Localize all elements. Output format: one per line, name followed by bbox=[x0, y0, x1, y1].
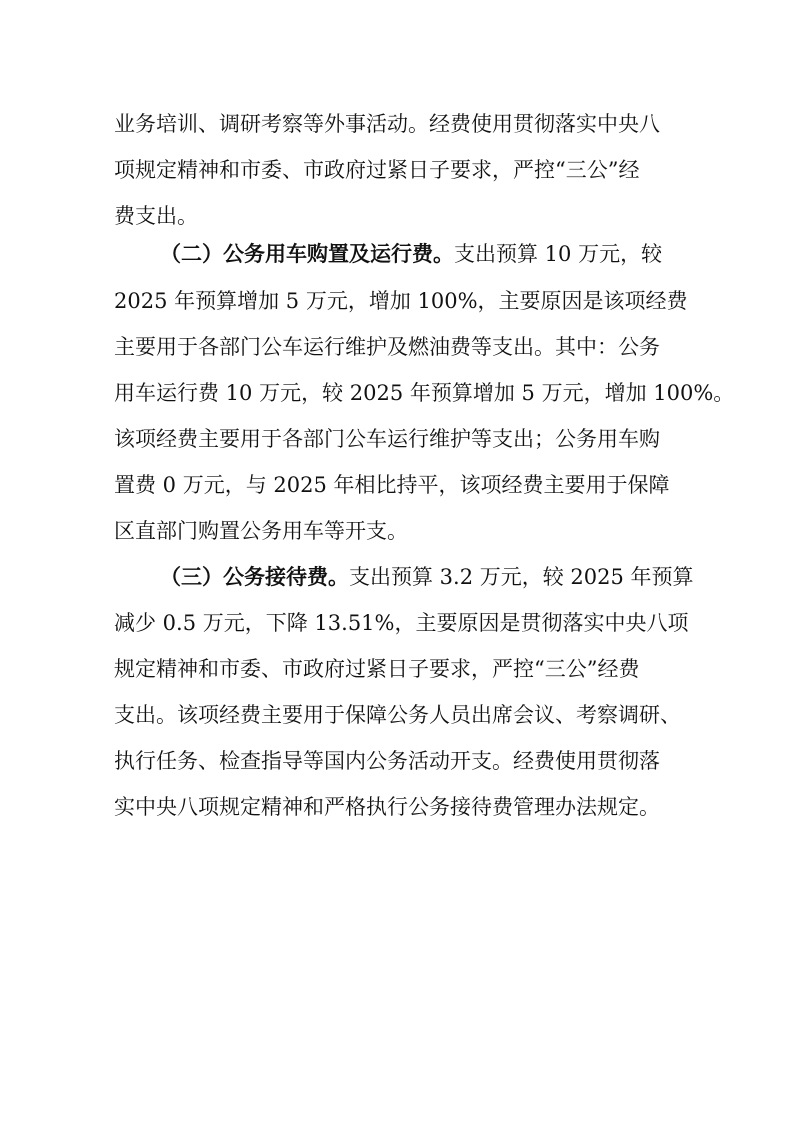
paragraph-3-text-1: 支出预算 3.2 万元，较 2025 年预算 bbox=[349, 565, 694, 589]
paragraph-3-line-1 bbox=[160, 561, 694, 593]
paragraph-2-line-2: 2025 年预算增加 5 万元，增加 100%，主要原因是该项经费 bbox=[114, 289, 688, 313]
paragraph-3-line-4: 支出。该项经费主要用于保障公务人员出席会议、考察调研、 bbox=[114, 703, 681, 727]
paragraph-2-line-6: 置费 0 万元，与 2025 年相比持平，该项经费主要用于保障 bbox=[114, 473, 670, 497]
paragraph-3-line-5: 执行任务、检查指导等国内公务活动开支。经费使用贯彻落 bbox=[114, 749, 660, 773]
paragraph-1-line-3: 费支出。 bbox=[114, 204, 198, 228]
paragraph-1-line-2: 项规定精神和市委、市政府过紧日子要求，严控“三公”经 bbox=[114, 158, 640, 182]
paragraph-2-line-5: 该项经费主要用于各部门公车运行维护等支出；公务用车购 bbox=[114, 427, 660, 451]
paragraph-1-line-1: 业务培训、调研考察等外事活动。经费使用贯彻落实中央八 bbox=[114, 112, 660, 136]
paragraph-3-line-6: 实中央八项规定精神和严格执行公务接待费管理办法规定。 bbox=[114, 795, 660, 819]
section-heading-reception: （三）公务接待费。 bbox=[160, 564, 349, 589]
paragraph-2-line-3: 主要用于各部门公车运行维护及燃油费等支出。其中：公务 bbox=[114, 335, 660, 359]
paragraph-2-line-1 bbox=[160, 238, 674, 270]
paragraph-3-line-3: 规定精神和市委、市政府过紧日子要求，严控“三公”经费 bbox=[114, 657, 640, 681]
paragraph-2-line-7: 区直部门购置公务用车等开支。 bbox=[114, 519, 408, 543]
section-heading-vehicle: （二）公务用车购置及运行费。 bbox=[160, 241, 454, 266]
paragraph-2-text-1: 支出预算 10 万元，较 bbox=[454, 242, 663, 266]
paragraph-2-line-4: 用车运行费 10 万元，较 2025 年预算增加 5 万元，增加 100%。 bbox=[114, 381, 735, 405]
paragraph-3-line-2: 减少 0.5 万元，下降 13.51%，主要原因是贯彻落实中央八项 bbox=[114, 611, 689, 635]
